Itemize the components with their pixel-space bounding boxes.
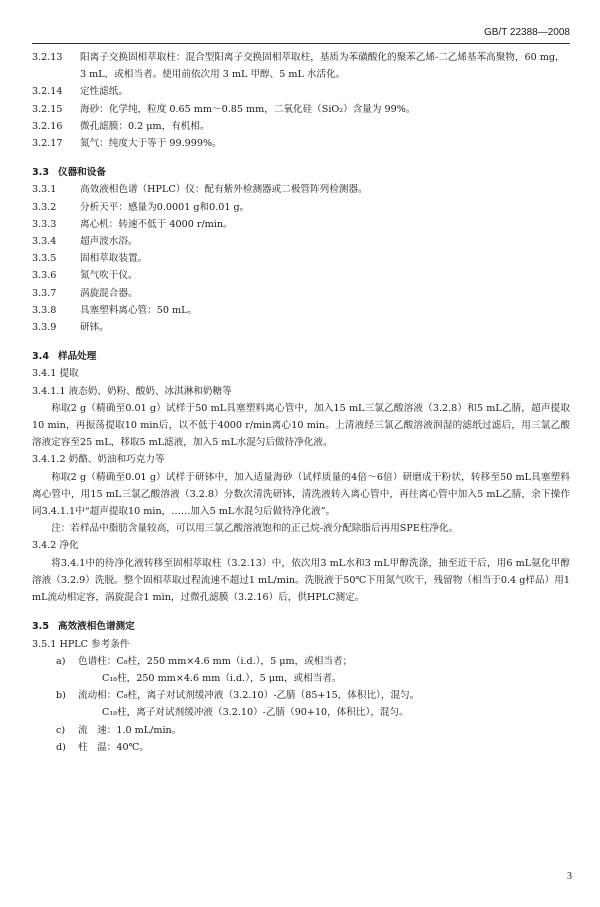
- instrument-list: [32, 181, 570, 336]
- instrument-item: 3.3.5 固相萃取装置。: [32, 253, 148, 265]
- subsection-heading: 3.4.1.1 液态奶、奶粉、酸奶、冰淇淋和奶糖等: [32, 385, 232, 397]
- instrument-item: 3.3.8 具塞塑料离心管：50 mL。: [32, 304, 198, 316]
- list-item: c) 流 速： 1.0 mL/min。: [56, 724, 182, 736]
- paragraph: 称取2 g（精确至0.01 g）试样于50 mL具塞塑料离心管中，加入15 mL三氯乙酸溶液（3.2.8）和5 mL乙腈，超声提取10 min，再振荡提取10 min后，以不低于4000 r/min离心10 min。上清液经三氯乙酸溶液润湿的滤纸过滤后，用三氯乙酸溶液定容至25 mL，移取5 mL滤液，加入5 mL水混匀后做待净化液。: [32, 402, 570, 449]
- list-item: d) 柱 温： 40℃。: [56, 741, 149, 753]
- paragraph: 称取2 g（精确至0.01 g）试样于研钵中，加入适量海砂（试样质量的4倍～6倍）研磨成干粉状，转移至50 mL具塞塑料离心管中，用15 mL三氯乙酸溶液（3.2.8）分数次清洗研钵，清洗液转入离心管中，再往离心管中加入5 mL乙腈，余下操作同3.4.1.1中“超声提取10 min，……加入5 mL水混匀后做待净化液”。: [32, 471, 570, 518]
- list-item: b) 流动相： C₈柱，离子对试剂缓冲液（3.2.10）-乙腈（85+15，体积比），混匀。: [56, 690, 420, 702]
- instrument-item: 3.3.2 分析天平：感量为0.0001 g和0.01 g。: [32, 201, 250, 213]
- paragraph: 将3.4.1中的待净化液转移至固相萃取柱（3.2.13）中，依次用3 mL水和3 mL甲醇洗涤，抽至近干后，用6 mL氨化甲醇溶液（3.2.9）洗脱。整个固相萃取过程流速不超过1 mL/min。洗脱液于50℃下用氮气吹干，残留物（相当于0.4 g样品）用1 mL流动相定容，涡旋混合1 min，过微孔滤膜（3.2.16）后，供HPLC测定。: [32, 557, 570, 604]
- standard-code: GB/T 22388—2008: [32, 26, 570, 44]
- reagent-item: 3.2.16 微孔滤膜：0.2 μm，有机相。: [32, 120, 210, 132]
- subsection-heading: 3.4.1.2 奶酪、奶油和巧克力等: [32, 454, 165, 466]
- reagent-item: 3.2.15 海砂：化学纯，粒度 0.65 mm～0.85 mm，二氧化硅（SiO₂）含量为 99%。: [32, 103, 416, 115]
- instrument-item: 3.3.3 离心机：转速不低于 4000 r/min。: [32, 218, 233, 230]
- condition-list: [32, 653, 570, 756]
- section-heading: 3.5 高效液相色谱测定: [32, 621, 135, 633]
- list-item: a) 色谱柱： C₈柱，250 mm×4.6 mm（i.d.），5 μm，或相当者；: [56, 655, 353, 667]
- subsection-heading: 3.4.1 提取: [32, 368, 79, 380]
- list-item-continuation: C₁₈柱，250 mm×4.6 mm（i.d.），5 μm，或相当者。: [102, 672, 342, 684]
- page-number: 3: [567, 871, 572, 882]
- reagent-item: 3.2.14 定性滤纸。: [32, 86, 128, 98]
- reagent-item: 3.2.13 阳离子交换固相萃取柱：混合型阳离子交换固相萃取柱，基质为苯磺酸化的聚苯乙烯-二乙烯基苯高聚物，60 mg，3 mL，或相当者。使用前依次用 3 mL 甲醇、5 mL 水活化。: [32, 52, 565, 81]
- list-item-continuation: C₁₈柱，离子对试剂缓冲液（3.2.10）-乙腈（90+10，体积比），混匀。: [102, 707, 409, 719]
- subsection-heading: 3.5.1 HPLC 参考条件: [32, 638, 130, 650]
- instrument-item: 3.3.6 氮气吹干仪。: [32, 270, 138, 282]
- instrument-item: 3.3.4 超声波水浴。: [32, 236, 138, 248]
- instrument-item: 3.3.1 高效液相色谱（HPLC）仪：配有紫外检测器或二极管阵列检测器。: [32, 184, 368, 196]
- instrument-item: 3.3.7 涡旋混合器。: [32, 287, 138, 299]
- reagent-item: 3.2.17 氮气：纯度大于等于 99.999%。: [32, 138, 222, 150]
- reagent-list: [32, 49, 570, 152]
- note: 注：若样品中脂肪含量较高，可以用三氯乙酸溶液饱和的正己烷-液分配除脂后再用SPE柱净化。: [51, 523, 459, 535]
- section-heading: 3.4 样品处理: [32, 351, 97, 363]
- subsection-heading: 3.4.2 净化: [32, 540, 79, 552]
- section-heading: 3.3 仪器和设备: [32, 167, 106, 179]
- instrument-item: 3.3.9 研钵。: [32, 322, 109, 334]
